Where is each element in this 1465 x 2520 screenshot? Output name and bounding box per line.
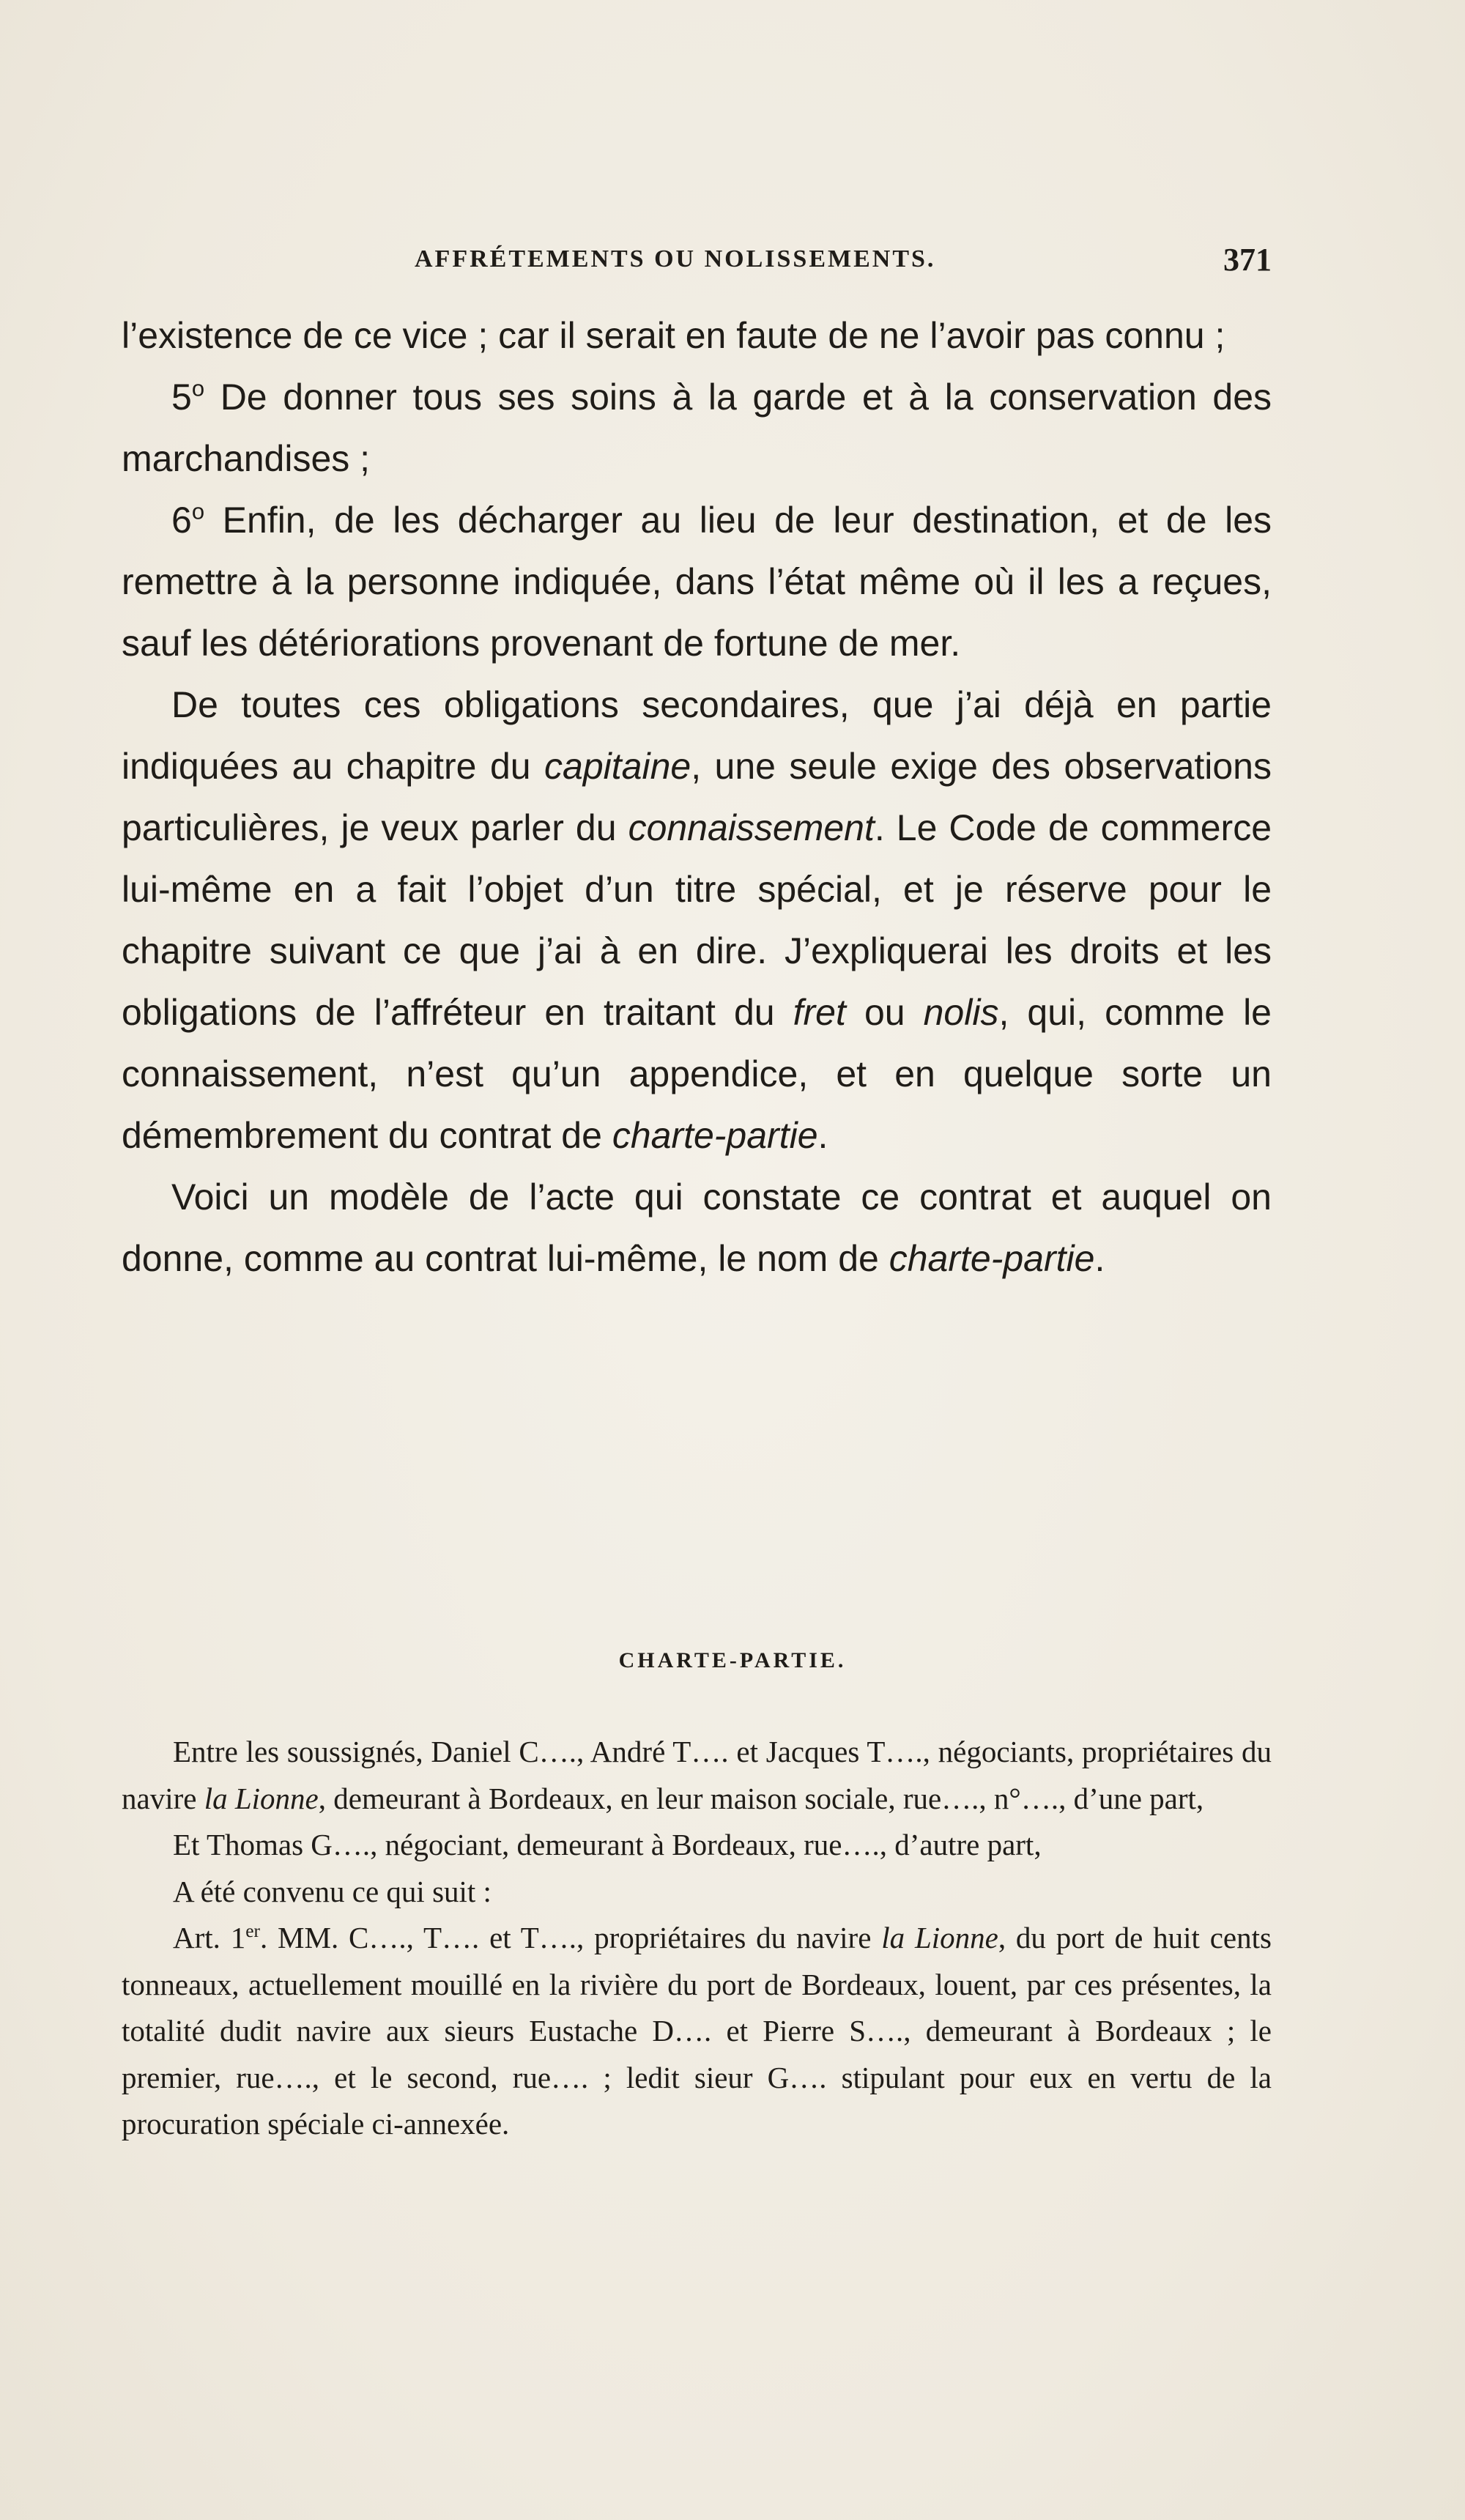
contract-text <box>122 1729 1272 2148</box>
paragraph: A été convenu ce qui suit : <box>173 1874 492 1908</box>
paragraph: l’existence de ce vice ; car il serait en faute de ne l’avoir pas connu ; <box>122 315 1225 356</box>
page-number: 371 <box>1223 242 1272 278</box>
paragraph: Art. 1er. MM. C…., T…. et T…., propriétaires du navire la Lionne, du port de huit cents tonneaux, actuellement mouillé en la rivière du port de Bordeaux, louent, par ces présentes, la totalité dudit navire aux sieurs Eustache D…. et Pierre S…., demeurant à Bordeaux ; le premier, rue…., et le second, rue…. ; ledit sieur G…. stipulant pour eux en vertu de la procuration spéciale ci-annexée. <box>122 1920 1272 2141</box>
paragraph: De toutes ces obligations secondaires, que j’ai déjà en partie indiquées au chapitre du capitaine, une seule exige des observations particulières, je veux parler du connaissement. Le Code de commerce lui-même en a fait l’objet d’un titre spécial, et je réserve pour le chapitre suivant ce que j’ai à en dire. J’expliquerai les droits et les obligations de l’affréteur en traitant du fret ou nolis, qui, comme le connaissement, n’est qu’un appendice, et en quelque sorte un démembrement du contrat de charte-partie. <box>122 684 1272 1156</box>
paragraph: Entre les soussignés, Daniel C…., André T…. et Jacques T…., négociants, propriétaires du navire la Lionne, demeurant à Bordeaux, en leur maison sociale, rue…., n°…., d’une part, <box>122 1735 1272 1815</box>
paragraph: 5$^o$ De donner tous ses soins à la garde et à la conservation des marchandises ; <box>122 375 1272 479</box>
running-title: AFFRÉTEMENTS OU NOLISSEMENTS. <box>415 245 936 273</box>
paragraph: 6$^o$ Enfin, de les décharger au lieu de leur destination, et de les remettre à la personne indiquée, dans l’état même où il les a reçues, sauf les détériorations provenant de fortune de mer. <box>122 498 1272 664</box>
section-title: CHARTE-PARTIE. <box>618 1648 847 1672</box>
page-header <box>122 242 1272 289</box>
paragraph: Voici un modèle de l’acte qui constate ce contrat et auquel on donne, comme au contrat lui-même, le nom de charte-partie. <box>122 1176 1272 1279</box>
main-text <box>122 305 1272 1289</box>
paragraph: Et Thomas G…., négociant, demeurant à Bordeaux, rue…., d’autre part, <box>173 1828 1042 1861</box>
